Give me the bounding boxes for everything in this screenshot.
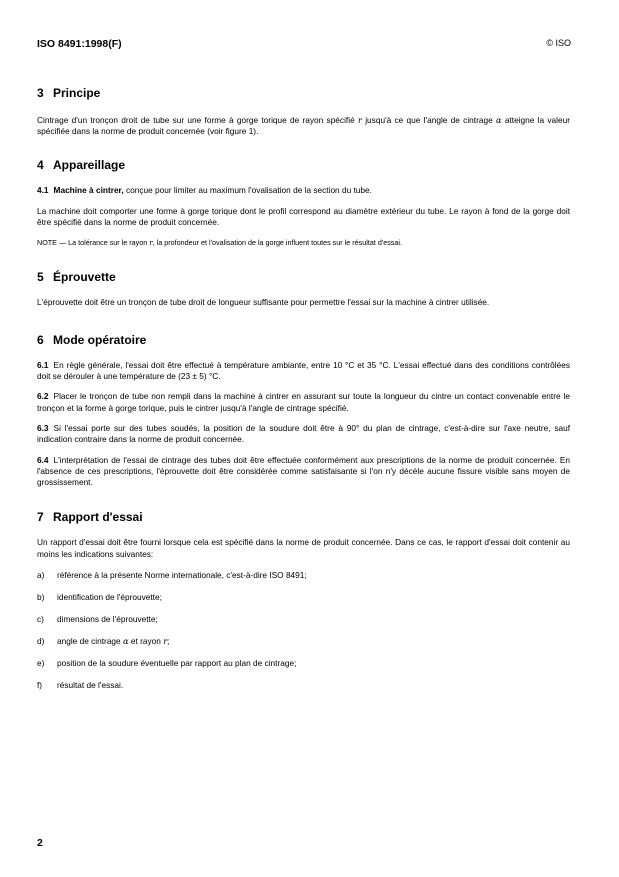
list-label: d) [37, 636, 45, 647]
section-number: 4 [37, 157, 44, 172]
section-title: Mode opératoire [53, 332, 147, 347]
list-text: position de la soudure éventuelle par rapport au plan de cintrage; [57, 658, 297, 669]
text-span: Cintrage d'un tronçon droit de tube sur une forme à gorge torique de rayon spécifié [37, 115, 355, 125]
clause-6-4 [37, 455, 570, 489]
clause-text: En règle générale, l'essai doit être effectué à température ambiante, entre 10 °C et 35 °C. L'essai effectué dans des conditions contrôlées doit se dérouler à une température de (23 ± 5) °C. [37, 359, 570, 382]
list-text: résultat de l'essai. [57, 680, 124, 691]
section-7-heading [37, 510, 570, 524]
text-span: et rayon [130, 636, 161, 647]
standard-reference: ISO 8491:1998(F) [37, 38, 122, 50]
page-number: 2 [37, 837, 43, 849]
clause-text: Placer le tronçon de tube non rempli dans la machine à cintrer en assurant sur toute la longueur du cintre un contact convenable entre le tronçon et la forme à gorge torique, puis le cintrer jusqu'à l'angle de cintrage spécifié. [37, 391, 570, 413]
section-title: Appareillage [53, 157, 126, 172]
text-span: angle de cintrage [57, 636, 121, 647]
list-item [37, 680, 570, 691]
clause-number: 6.2 [37, 391, 49, 402]
section-4-heading [37, 158, 570, 172]
clause-4-1 [37, 185, 570, 196]
clause-number: 6.1 [37, 359, 49, 370]
clause-6-3 [37, 423, 570, 446]
clause-text: L'interprétation de l'essai de cintrage des tubes doit être effectuée conformément aux prescriptions de la norme de produit concernée. En l'absence de ces prescriptions, l'éprouvette doit être considérée comme satisfaisante si l'on n'y décèle aucune fissure visible sans moyen de grossissement. [37, 454, 570, 488]
text-span: , la profondeur et l'ovalisation de la gorge influent toutes sur le résultat d'essai. [152, 238, 402, 248]
section-number: 3 [37, 86, 44, 100]
clause-number: 6.3 [37, 422, 49, 433]
report-items-list [37, 570, 570, 691]
symbol-r: r [163, 636, 168, 647]
section-7-intro: Un rapport d'essai doit être fourni lorsque cela est spécifié dans la norme de produit concernée. Dans ce cas, le rapport d'essai doit contenir au moins les indications suivantes: [37, 537, 570, 559]
list-label: f) [37, 680, 43, 691]
list-item [37, 592, 570, 603]
list-item [37, 570, 570, 581]
text-span: NOTE — La tolérance sur le rayon [37, 238, 148, 248]
symbol-alpha: α [122, 636, 129, 647]
section-3-paragraph [37, 115, 570, 138]
clause-title: Machine à cintrer, [53, 184, 124, 195]
section-3-heading [37, 86, 570, 100]
list-item [37, 636, 570, 647]
list-text: identification de l'éprouvette; [57, 592, 162, 603]
symbol-r: r [357, 115, 362, 125]
text-span: jusqu'à ce que l'angle de cintrage [365, 115, 493, 125]
list-label: c) [37, 614, 44, 625]
section-number: 7 [37, 510, 44, 525]
copyright: © ISO [546, 38, 571, 48]
section-title: Principe [53, 86, 101, 100]
section-5-heading [37, 270, 570, 284]
list-item [37, 614, 570, 625]
document-body [37, 86, 570, 691]
section-4-paragraph: La machine doit comporter une forme à gorge torique dont le profil correspond au diamètre extérieur du tube. Le rayon à fond de la gorge doit être spécifié dans la norme de produit concernée. [37, 205, 570, 228]
section-title: Éprouvette [53, 270, 116, 285]
list-label: a) [37, 570, 45, 581]
section-5-paragraph: L'éprouvette doit être un tronçon de tube droit de longueur suffisante pour permettre l'essai sur la machine à cintrer utilisée. [37, 297, 490, 308]
symbol-r: r [149, 238, 153, 248]
clause-6-1 [37, 360, 570, 383]
list-label: e) [37, 658, 45, 669]
clause-text: Si l'essai porte sur des tubes soudés, la position de la soudure doit être à 90° du plan de cintrage, c'est-à-dire sur l'axe neutre, sauf indication contraire dans la norme de produit concernée. [37, 422, 570, 445]
list-item [37, 658, 570, 669]
note [37, 238, 570, 248]
section-number: 6 [37, 332, 44, 347]
section-number: 5 [37, 270, 44, 285]
clause-number: 4.1 [37, 184, 49, 195]
section-6-heading [37, 333, 570, 347]
list-text: référence à la présente Norme internationale, c'est-à-dire ISO 8491; [57, 570, 307, 581]
clause-text: conçue pour limiter au maximum l'ovalisation de la section du tube. [125, 184, 372, 195]
list-text: dimensions de l'éprouvette; [57, 614, 158, 625]
list-text [57, 636, 169, 647]
clause-number: 6.4 [37, 454, 49, 465]
symbol-alpha: α [495, 115, 502, 125]
text-span: atteigne la valeur spécifiée dans la norme de produit concernée (voir figure 1). [37, 115, 570, 137]
clause-6-2 [37, 391, 570, 414]
text-span: ; [167, 636, 170, 647]
section-title: Rapport d'essai [53, 510, 143, 525]
list-label: b) [37, 592, 45, 603]
